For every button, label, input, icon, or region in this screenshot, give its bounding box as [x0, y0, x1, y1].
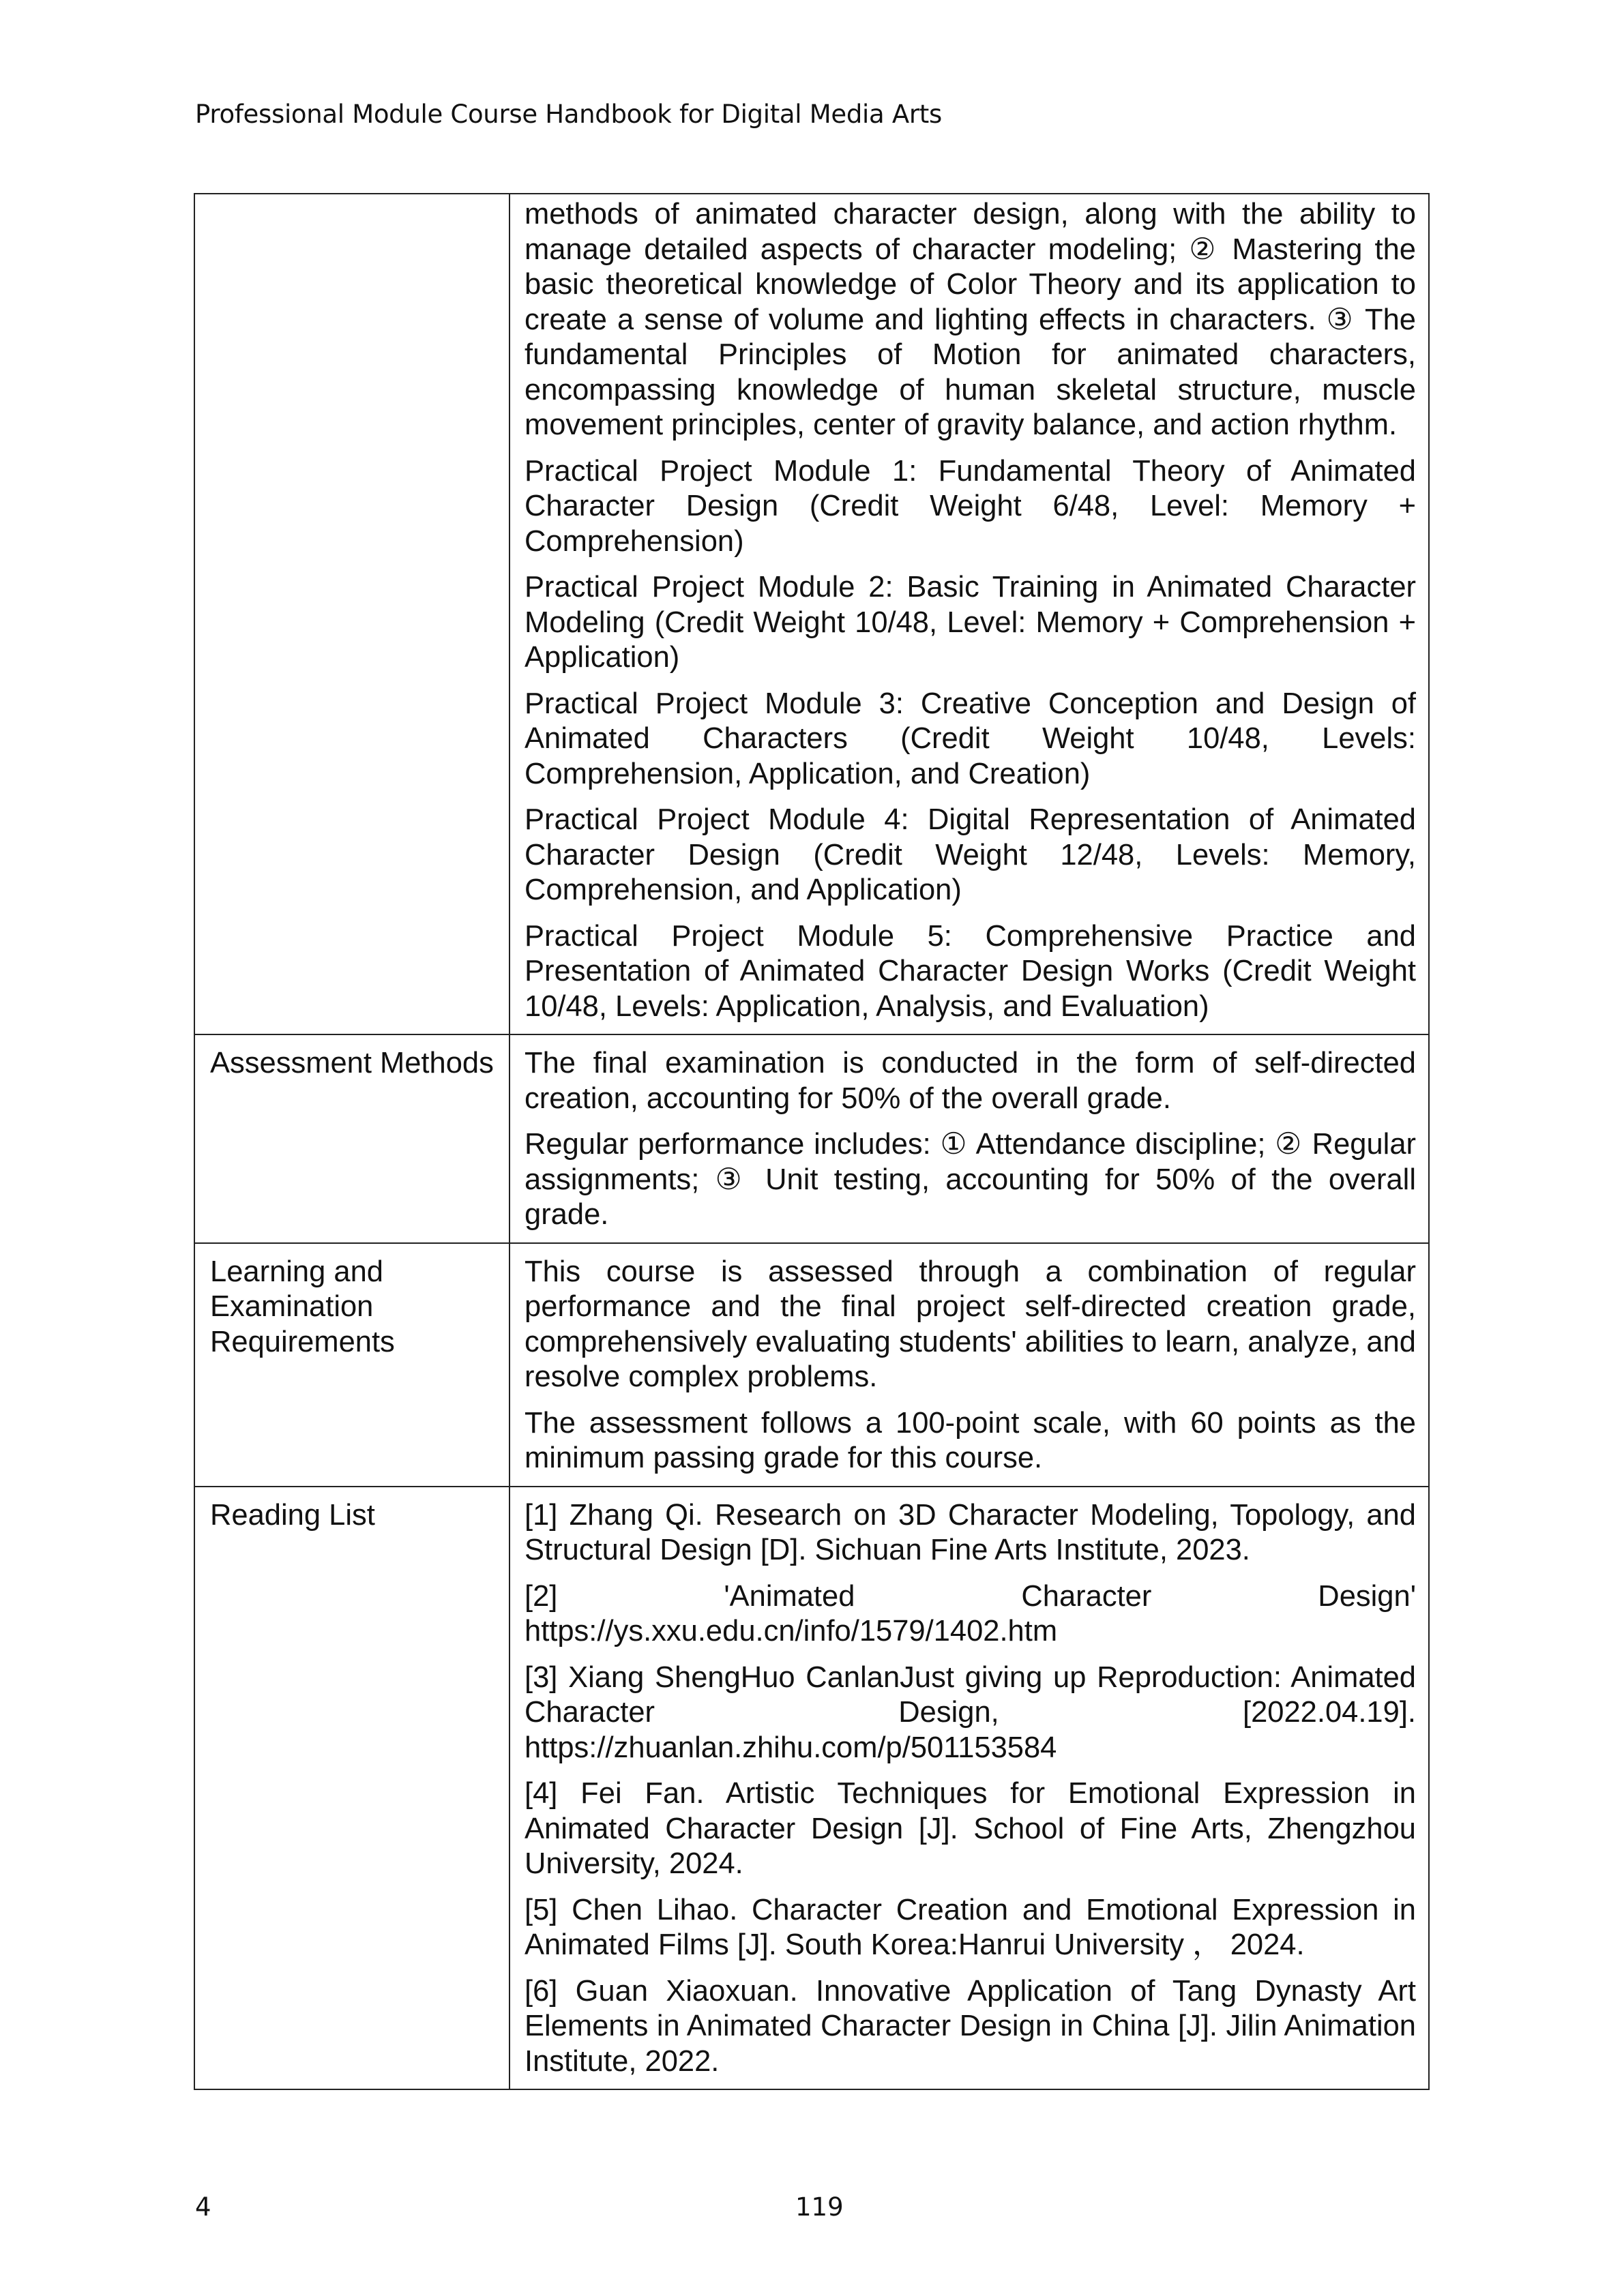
content-paragraph: methods of animated character design, along with the ability to manage detailed aspects of character modeling; ② Mastering the basic theoretical knowledge of Color Theory and its application to create a sense of volume and lighting effects in characters. ③ The fundamental Principles of Motion for animated characters, encompassing knowledge of human skeletal structure, muscle movement principles, center of gravity balance, and action rhythm.: [525, 198, 1416, 441]
reading-list-label: Reading List: [210, 1498, 375, 1532]
reading-list-item: [3] Xiang ShengHuo CanlanJust giving up Reproduction: Animated Character Design, [2022.04.19]. https://zhuanlan.zhihu.com/p/501153584: [525, 1660, 1416, 1764]
reading-list-item: [6] Guan Xiaoxuan. Innovative Application of Tang Dynasty Art Elements in Animated Character Design in China [J]. Jilin Animation Institute, 2022.: [525, 1974, 1416, 2078]
requirements-paragraph: The assessment follows a 100-point scale, with 60 points as the minimum passing grade for this course.: [525, 1406, 1416, 1474]
footer-page-number-left: 4: [195, 2192, 211, 2222]
practical-module-5: Practical Project Module 5: Comprehensive Practice and Presentation of Animated Character Design Works (Credit Weight 10/48, Levels: Application, Analysis, and Evaluation): [525, 919, 1416, 1023]
reading-list-item: [2] 'Animated Character Design' https://ys.xxu.edu.cn/info/1579/1402.htm: [525, 1579, 1416, 1648]
table-row-continuation: [194, 194, 1429, 1034]
assessment-label: Assessment Methods: [210, 1047, 494, 1079]
reading-list-item: [4] Fei Fan. Artistic Techniques for Emotional Expression in Animated Character Design [J]. School of Fine Arts, Zhengzhou University, 2024.: [525, 1777, 1416, 1880]
module-table: [194, 193, 1430, 2090]
practical-module-4: Practical Project Module 4: Digital Representation of Animated Character Design (Credit Weight 12/48, Levels: Memory, Comprehension, and Application): [525, 803, 1416, 906]
content-cell-reading-list: [510, 1487, 1429, 2090]
requirements-paragraph: This course is assessed through a combination of regular performance and the final project self-directed creation grade, comprehensively evaluating students' abilities to learn, analyze, and resolve complex problems.: [525, 1255, 1416, 1393]
running-header: Professional Module Course Handbook for Digital Media Arts: [195, 100, 942, 129]
label-cell-empty: [194, 194, 510, 1034]
practical-module-3: Practical Project Module 3: Creative Conception and Design of Animated Characters (Credit Weight 10/48, Levels: Comprehension, Application, and Creation): [525, 687, 1416, 790]
table-row-reading-list: [194, 1487, 1429, 2090]
content-cell-continuation: [510, 194, 1429, 1034]
label-cell-requirements: [194, 1243, 510, 1487]
content-cell-assessment: [510, 1034, 1429, 1243]
assessment-paragraph: The final examination is conducted in the form of self-directed creation, accounting for 50% of the overall grade.: [525, 1047, 1416, 1115]
reading-list-item: [5] Chen Lihao. Character Creation and Emotional Expression in Animated Films [J]. South Korea:Hanrui University ， 2024.: [525, 1893, 1416, 1961]
label-cell-assessment: [194, 1034, 510, 1243]
table-row-requirements: [194, 1243, 1429, 1487]
footer-page-number-center: 119: [795, 2192, 844, 2222]
content-cell-requirements: [510, 1243, 1429, 1487]
reading-list-item: [1] Zhang Qi. Research on 3D Character Modeling, Topology, and Structural Design [D]. Sichuan Fine Arts Institute, 2023.: [525, 1498, 1416, 1566]
practical-module-1: Practical Project Module 1: Fundamental Theory of Animated Character Design (Credit Weight 6/48, Level: Memory + Comprehension): [525, 454, 1416, 558]
requirements-label: Learning and Examination Requirements: [210, 1255, 395, 1358]
assessment-paragraph: Regular performance includes: ① Attendance discipline; ② Regular assignments; ③ Unit testing, accounting for 50% of the overall grade.: [525, 1128, 1416, 1231]
table-row-assessment: [194, 1034, 1429, 1243]
practical-module-2: Practical Project Module 2: Basic Training in Animated Character Modeling (Credit Weight 10/48, Level: Memory + Comprehension + Application): [525, 571, 1416, 674]
label-cell-reading-list: [194, 1487, 510, 2090]
